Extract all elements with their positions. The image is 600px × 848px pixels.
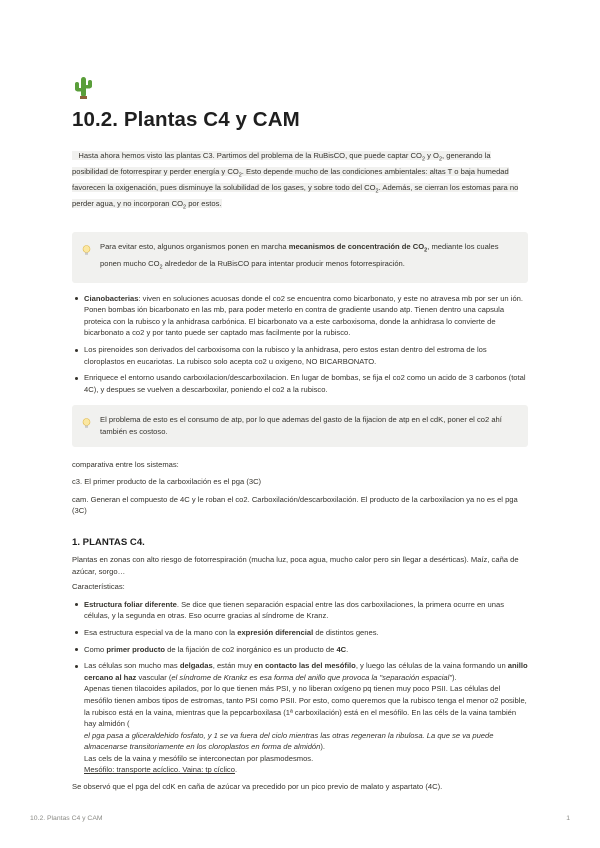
lightbulb-icon xyxy=(82,414,92,437)
callout-text: Para evitar esto, algunos organismos ponen en marcha mecanismos de concentración de $CO_2$, mediante los cuales ponen mucho $CO_2$ alrededor de la RuBisCO para intentar producir menos fotorrespiración. xyxy=(100,242,499,271)
page-footer xyxy=(30,815,570,822)
lightbulb-icon xyxy=(82,241,92,273)
compare-intro: comparativa entre los sistemas: xyxy=(72,459,179,469)
mechanisms-list xyxy=(72,293,528,396)
callout-atp-cost xyxy=(72,405,528,446)
list-item: Las células son mucho mas delgadas, están muy en contacto las del mesófilo, y luego las células de la vaina formando un anillo cercano al haz vascular (el síndrome de Krankz es esa forma del anillo que provoca la "separación espacial"). Apenas tienen tilacoides apilados, por lo que tienen más PSI, y no liberan oxígeno pq tienen muy poco PSII. Las células del mesófilo tienen ambos tipos de estromas, tanto PSI como PSII. Por esto, como queremos que la rubisco tenga el menor o2 posible, la rubisco está en la vaina, mientras que la pepcarboxilasa (1ª carboxilación) está en el mesófilo. En las céls de la vaina también hay almidón ( el pga pasa a gliceraldehido fosfato, y 1 se va fuera del ciclo mientras las otras regeneran la ribulosa. La que se va puede almacenarse transitoriamente en los cloroplastos en forma de almidón). Las cels de la vaina y mesófilo se interconectan por plasmodesmos. Mesófilo: transporte acíclico. Vaina: tp cíclico. xyxy=(72,660,528,776)
footer-title: 10.2. Plantas C4 y CAM xyxy=(30,815,103,822)
callout-text: El problema de esto es el consumo de atp, por lo que ademas del gasto de la fijacion de atp en el cdK, poner el co2 ahí también es costoso. xyxy=(100,415,502,436)
compare-cam: cam. Generan el compuesto de 4C y le roban el co2. Carboxilación/descarboxilación. El producto de la carboxilacion ya no es el pga (3C) xyxy=(72,494,518,516)
page-number: 1 xyxy=(566,815,570,822)
list-item: Como primer producto de la fijación de co2 inorgánico es un producto de 4C. xyxy=(72,644,528,656)
list-item: Esa estructura especial va de la mano con la expresión diferencial de distintos genes. xyxy=(72,627,528,639)
page-title: 10.2. Plantas C4 y CAM xyxy=(72,108,300,131)
list-item: Estructura foliar diferente. Se dice que tienen separación espacial entre las dos carboxilaciones, la primera ocurre en unas células, y la segunda en otras. Eso ocurre gracias al síndrome de Kranz. xyxy=(72,599,528,622)
intro-paragraph: Hasta ahora hemos visto las plantas C3. Partimos del problema de la RuBisCO, que puede captar $CO_2$ y $O_2$, generando la posibilidad de fotorrespirar y perder energía y $CO_2$. Esto depende mucho de las condiciones ambientales: altas T o baja humedad favorecen la oxigenación, pues disminuye la solubilidad de los gases, y sobre todo del $CO_2$. Además, se cierran los estomas para no perder agua, y no incorporan $CO_2$ por estos. xyxy=(72,151,519,211)
section-heading: 1. PLANTAS C4. xyxy=(72,536,145,548)
list-item: Los pirenoides son derivados del carboxisoma con la rubisco y la anhidrasa, pero estos estan dentro del estroma de los cloroplastos en eucariotas. La rubisco solo acepta co2 u oxigeno, NO BICARBONATO. xyxy=(72,344,528,367)
cactus-icon xyxy=(72,74,94,100)
closing-paragraph: Se observó que el pga del cdK en caña de azúcar va precedido por un pico previo de malato y aspartato (4C). xyxy=(72,782,443,792)
document-page xyxy=(72,74,528,793)
section-description: Plantas en zonas con alto riesgo de fotorrespiración (mucha luz, poca agua, mucho calor pero sin llegar a desérticas). Maíz, caña de azúcar, sorgo… xyxy=(72,554,519,576)
callout-concentration xyxy=(72,232,528,282)
characteristics-label: Características: xyxy=(72,582,125,592)
list-item: Enriquece el entorno usando carboxilacion/descarboxilacion. En lugar de bombas, se fija el co2 como un acido de 3 carbonos (total 4C), y despues se vuelven a descarboxilar, poniendo el co2 a la rubisco. xyxy=(72,372,528,395)
compare-c3: c3. El primer producto de la carboxilación es el pga (3C) xyxy=(72,477,262,487)
characteristics-list xyxy=(72,599,528,776)
list-item: Cianobacterias: viven en soluciones acuosas donde el co2 se encuentra como bicarbonato, y este no atravesa mb por ser un ión. Ponen bombas ión bicarbonato en las mb, para poder meterlo en contra de gradiente usando atp. Tienen dentro una capsula proteica con la rubisco y la anhidrasa carbónica. El bicarbonato va a este carboxisoma, donde la anhidrasa lo convierte de bicarbonato a co2 y por tanto puede ser captado mas facilmente por la rubisco. xyxy=(72,293,528,339)
